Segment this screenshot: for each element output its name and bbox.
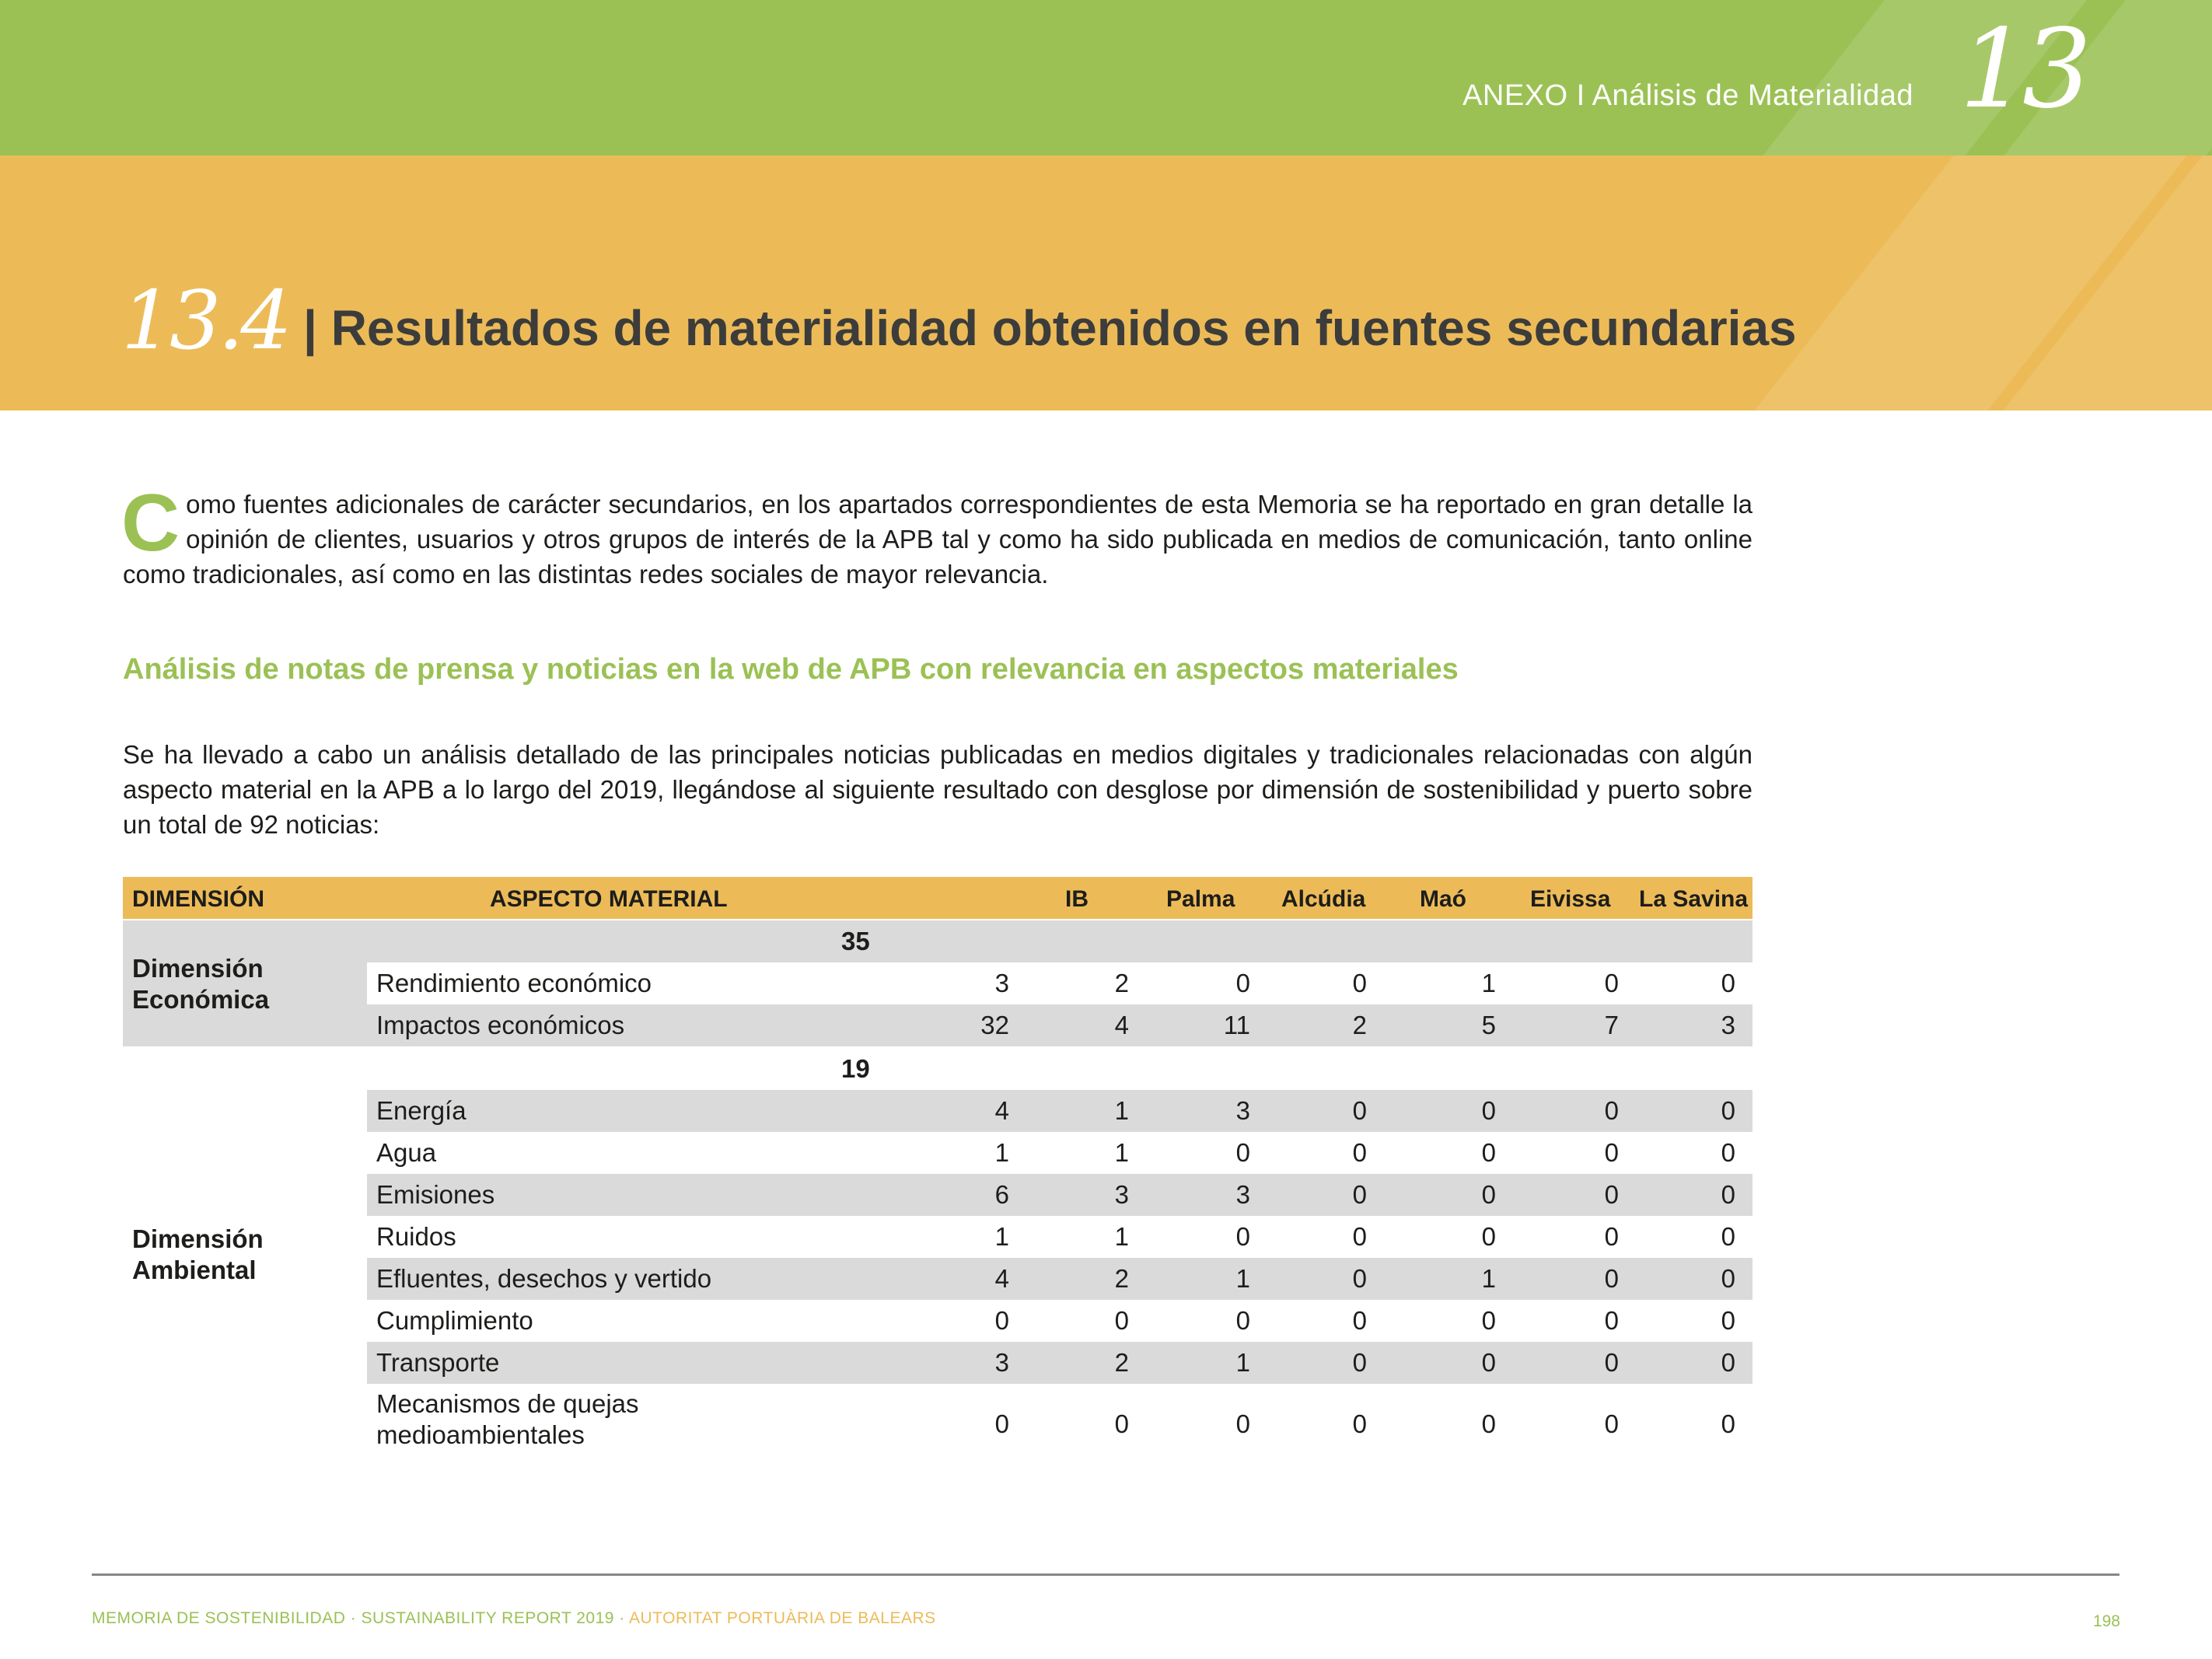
la-savina-cell: 0 [1721,1264,1735,1293]
palma-cell: 0 [1235,1409,1250,1438]
aspect-cell: Rendimiento económico [376,969,652,997]
total-cell: 1 [994,1222,1009,1251]
la-savina-cell: 0 [1721,1348,1735,1377]
palma-cell: 0 [1235,969,1250,997]
ib-cell: 2 [1114,969,1129,997]
aspect-cell: Cumplimiento [376,1306,533,1335]
alcudia-cell: 0 [1352,1222,1367,1251]
eivissa-cell: 0 [1604,1409,1619,1438]
header-la-savina: La Savina [1639,886,1749,912]
mao-cell: 0 [1481,1306,1496,1335]
ib-cell: 3 [1114,1180,1129,1209]
palma-cell: 11 [1223,1011,1250,1039]
eivissa-cell: 0 [1604,1306,1619,1335]
ib-cell: 4 [1114,1011,1129,1039]
ib-cell: 0 [1114,1409,1129,1438]
palma-cell: 1 [1235,1264,1250,1293]
alcudia-cell: 0 [1352,1264,1367,1293]
total-cell: 1 [994,1138,1009,1167]
ib-cell: 2 [1114,1348,1129,1377]
aspect-cell: Agua [376,1138,437,1167]
aspect-cell: Emisiones [376,1180,495,1209]
dimension-label-economica: Dimensión Económica [132,954,270,1014]
row-band [367,1174,1752,1216]
subheading: Análisis de notas de prensa y noticias en la web de APB con relevancia en aspectos materiales [123,653,1459,686]
page-number: 198 [2092,1612,2120,1630]
alcudia-cell: 0 [1352,1180,1367,1209]
section-title: | Resultados de materialidad obtenidos en fuentes secundarias [303,300,1797,356]
aspect-cell: Efluentes, desechos y vertido [376,1264,712,1293]
total-cell: 3 [994,969,1009,997]
alcudia-cell: 0 [1352,969,1367,997]
mao-cell: 1 [1481,969,1496,997]
mao-cell: 0 [1481,1222,1496,1251]
drop-cap: C [121,478,180,568]
alcudia-cell: 0 [1352,1096,1367,1125]
alcudia-cell: 0 [1352,1138,1367,1167]
total-cell: 4 [994,1264,1009,1293]
ambiental-total: 19 [841,1054,870,1083]
total-cell: 6 [994,1180,1009,1209]
header-ib: IB [1065,886,1089,912]
section-number: 13.4 [121,273,289,368]
palma-cell: 0 [1235,1306,1250,1335]
mao-cell: 0 [1481,1180,1496,1209]
aspect-cell: Transporte [376,1348,500,1377]
intro-text: omo fuentes adicionales de carácter secundarios, en los apartados correspondientes de esta Memoria se ha reportado en gran detalle la opinión de clientes, usuarios y otros grupos de interés de la APB tal y como ha sido publicada en medios de comunicación, tanto online como tradicionales, así como en las distintas redes sociales de mayor relevancia. [123,490,1752,589]
la-savina-cell: 0 [1721,1409,1735,1438]
section-title-band [0,155,2212,410]
ib-cell: 2 [1114,1264,1129,1293]
body-paragraph: Se ha llevado a cabo un análisis detallado de las principales noticias publicadas en medios digitales y tradicionales relacionadas con algún aspecto material en la APB a lo largo del 2019, llegándose al siguiente resultado con desglose por dimensión de sostenibilidad y puerto sobre un total de 92 noticias: [123,740,1752,839]
la-savina-cell: 0 [1721,1138,1735,1167]
dimension-label-ambiental: Dimensión Ambiental [132,1224,264,1284]
ib-cell: 1 [1114,1138,1129,1167]
mao-cell: 5 [1481,1011,1496,1039]
la-savina-cell: 3 [1721,1011,1735,1039]
total-cell: 0 [994,1409,1009,1438]
palma-cell: 0 [1235,1222,1250,1251]
aspect-cell: Energía [376,1096,467,1125]
la-savina-cell: 0 [1721,1306,1735,1335]
palma-cell: 3 [1235,1096,1250,1125]
footer-divider [92,1573,2119,1576]
mao-cell: 0 [1481,1096,1496,1125]
ib-cell: 0 [1114,1306,1129,1335]
header-dimension: DIMENSIÓN [132,886,265,912]
palma-cell: 1 [1235,1348,1250,1377]
la-savina-cell: 0 [1721,969,1735,997]
alcudia-cell: 2 [1352,1011,1367,1039]
eivissa-cell: 0 [1604,1180,1619,1209]
alcudia-cell: 0 [1352,1409,1367,1438]
ib-cell: 1 [1114,1096,1129,1125]
total-cell: 32 [980,1011,1009,1039]
mao-cell: 1 [1481,1264,1496,1293]
mao-cell: 0 [1481,1348,1496,1377]
la-savina-cell: 0 [1721,1096,1735,1125]
palma-cell: 0 [1235,1138,1250,1167]
table-header-row [123,877,1752,919]
footer-text: MEMORIA DE SOSTENIBILIDAD · SUSTAINABILITY REPORT 2019 · AUTORITAT PORTUÀRIA DE BALEARS [92,1609,936,1627]
aspect-cell: Ruidos [376,1222,456,1251]
eivissa-cell: 0 [1604,969,1619,997]
total-cell: 4 [994,1096,1009,1125]
la-savina-cell: 0 [1721,1180,1735,1209]
header-mao: Maó [1420,886,1466,912]
ib-cell: 1 [1114,1222,1129,1251]
palma-cell: 3 [1235,1180,1250,1209]
alcudia-cell: 0 [1352,1348,1367,1377]
chapter-header-band [0,0,2212,155]
row-band [367,1342,1752,1384]
eivissa-cell: 0 [1604,1264,1619,1293]
chapter-label: ANEXO I Análisis de Materialidad [1462,79,1913,112]
intro-paragraph [121,478,1752,592]
header-palma: Palma [1166,886,1235,912]
alcudia-cell: 0 [1352,1306,1367,1335]
aspect-cell: Impactos económicos [376,1011,625,1039]
total-cell: 3 [994,1348,1009,1377]
aspect-cell: Mecanismos de quejas medioambientales [376,1389,639,1449]
la-savina-cell: 0 [1721,1222,1735,1251]
eivissa-cell: 0 [1604,1222,1619,1251]
eivissa-cell: 0 [1604,1138,1619,1167]
header-alcudia: Alcúdia [1281,886,1366,912]
total-cell: 0 [994,1306,1009,1335]
mao-cell: 0 [1481,1409,1496,1438]
eivissa-cell: 0 [1604,1096,1619,1125]
mao-cell: 0 [1481,1138,1496,1167]
eivissa-cell: 7 [1604,1011,1619,1039]
chapter-number: 13 [1959,6,2086,133]
row-band [367,1090,1752,1132]
eivissa-cell: 0 [1604,1348,1619,1377]
economica-total: 35 [841,927,870,955]
header-aspect: ASPECTO MATERIAL [490,886,728,912]
header-eivissa: Eivissa [1530,886,1611,912]
